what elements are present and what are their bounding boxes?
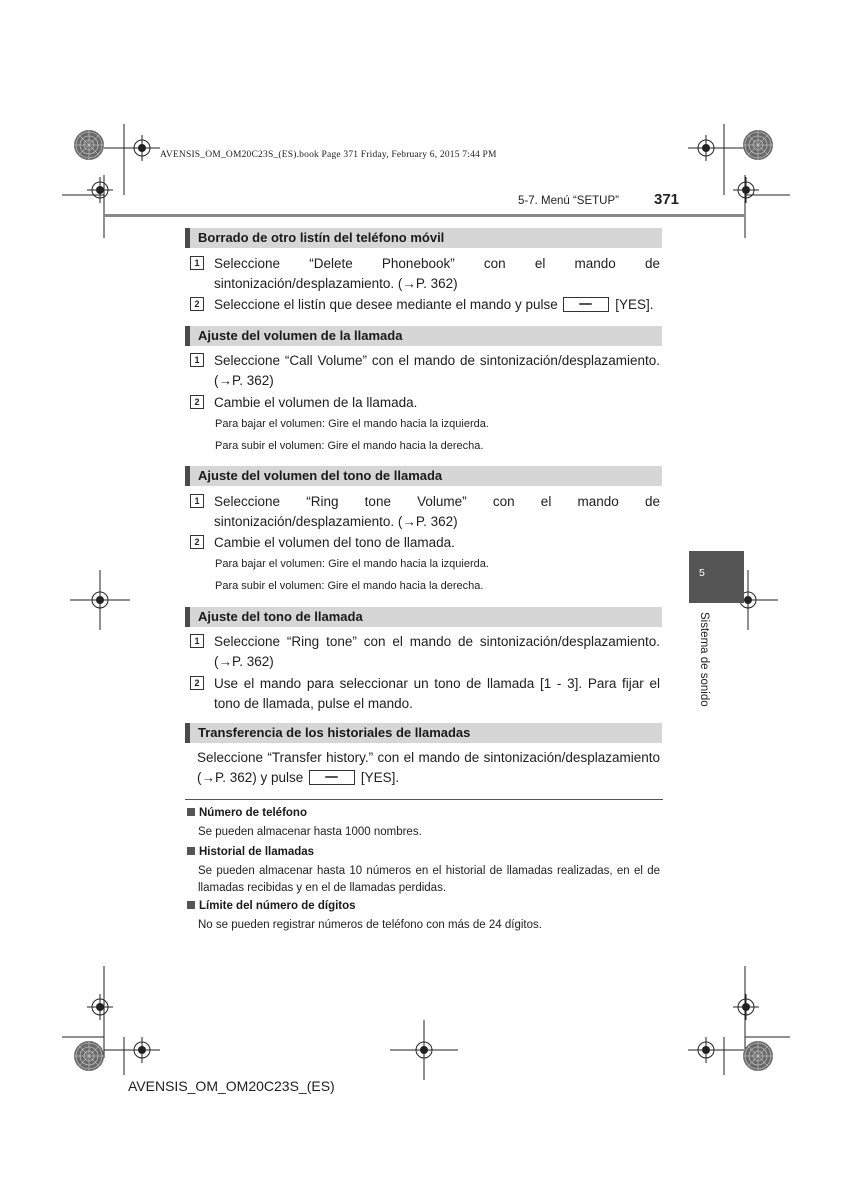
- step-text: Seleccione “Ring tone” con el mando de sintonización/desplazamiento. (→P. 362): [214, 634, 660, 669]
- note-text: Se pueden almacenar hasta 1000 nombres.: [198, 826, 422, 838]
- section-heading: [185, 723, 662, 743]
- chapter-number: 5: [699, 567, 705, 579]
- section-heading: [185, 466, 662, 486]
- square-bullet-icon: [187, 808, 195, 816]
- footer-doc-id: AVENSIS_OM_OM20C23S_(ES): [128, 1078, 335, 1094]
- step-item: [190, 351, 660, 391]
- section-body-text: [197, 748, 660, 787]
- enter-button-icon: [563, 297, 609, 312]
- print-info-line: AVENSIS_OM_OM20C23S_(ES).book Page 371 Friday, February 6, 2015 7:44 PM: [160, 150, 497, 160]
- section-heading-text: Ajuste del volumen del tono de llamada: [198, 468, 443, 483]
- step-number: 1: [190, 353, 204, 367]
- step-number: 1: [190, 634, 204, 648]
- page-number: 371: [654, 191, 680, 208]
- step-item: [190, 632, 660, 672]
- body-text-after: [YES].: [360, 769, 400, 785]
- step-text: Cambie el volumen de la llamada.: [214, 395, 418, 410]
- chapter-tab: [689, 551, 744, 603]
- step-item: [190, 254, 660, 294]
- step-text: Seleccione “Delete Phonebook” con el mando de sintonización/desplazamiento. (→P. 362): [214, 256, 660, 291]
- step-number: 2: [190, 535, 204, 549]
- step-number: 2: [190, 395, 204, 409]
- step-number: 2: [190, 297, 204, 311]
- note-heading-text: Límite del número de dígitos: [199, 900, 356, 912]
- step-item: [190, 393, 660, 413]
- step-number: 1: [190, 494, 204, 508]
- note-text: Se pueden almacenar hasta 10 números en el historial de llamadas realizadas, en el de llamadas recibidas y en el de llamadas perdidas.: [198, 865, 660, 894]
- header-rule: [104, 214, 744, 217]
- square-bullet-icon: [187, 847, 195, 855]
- step-text: Cambie el volumen del tono de llamada.: [214, 535, 455, 550]
- step-number: 2: [190, 676, 204, 690]
- step-item: [190, 533, 660, 553]
- note-heading: [187, 900, 356, 912]
- section-heading-text: Transferencia de los historiales de llamadas: [198, 725, 471, 740]
- chapter-label: Sistema de sonido: [698, 612, 710, 707]
- step-text: Seleccione “Call Volume” con el mando de sintonización/desplazamiento. (→P. 362): [214, 353, 660, 388]
- section-heading-text: Ajuste del volumen de la llamada: [198, 328, 403, 343]
- enter-button-icon: [309, 770, 355, 785]
- step-item: [190, 674, 660, 714]
- notes-divider: [185, 799, 663, 800]
- note-heading: [187, 846, 314, 858]
- note-heading-text: Historial de llamadas: [199, 846, 315, 858]
- body-text-before: Seleccione “Transfer history.” con el mando de sintonización/desplazamiento (→P. 362) y pulse: [197, 750, 660, 785]
- header-section-title: 5-7. Menú “SETUP”: [518, 195, 619, 207]
- note-heading: [187, 807, 307, 819]
- square-bullet-icon: [187, 901, 195, 909]
- step-subnote: Para subir el volumen: Gire el mando hacia la derecha.: [215, 580, 484, 592]
- step-text: Seleccione “Ring tone Volume” con el mando de sintonización/desplazamiento. (→P. 362): [214, 494, 660, 529]
- section-heading-text: Borrado de otro listín del teléfono móvil: [198, 230, 445, 245]
- note-heading-text: Número de teléfono: [199, 807, 307, 819]
- section-heading: [185, 228, 662, 248]
- section-heading: [185, 607, 662, 627]
- step-subnote: Para bajar el volumen: Gire el mando hacia la izquierda.: [215, 418, 489, 430]
- step-text: [214, 295, 660, 315]
- step-text: Use el mando para seleccionar un tono de llamada [1 - 3]. Para fijar el tono de llamada, pulse el mando.: [214, 676, 660, 711]
- step-subnote: Para subir el volumen: Gire el mando hacia la derecha.: [215, 440, 484, 452]
- note-text: No se pueden registrar números de teléfono con más de 24 dígitos.: [198, 919, 542, 931]
- step-number: 1: [190, 256, 204, 270]
- step-item: [190, 295, 660, 315]
- section-heading: [185, 326, 662, 346]
- step-text-after: [YES].: [615, 297, 654, 312]
- step-text-before: Seleccione el listín que desee mediante el mando y pulse: [214, 297, 558, 312]
- step-item: [190, 492, 660, 532]
- step-subnote: Para bajar el volumen: Gire el mando hacia la izquierda.: [215, 558, 489, 570]
- section-heading-text: Ajuste del tono de llamada: [198, 609, 363, 624]
